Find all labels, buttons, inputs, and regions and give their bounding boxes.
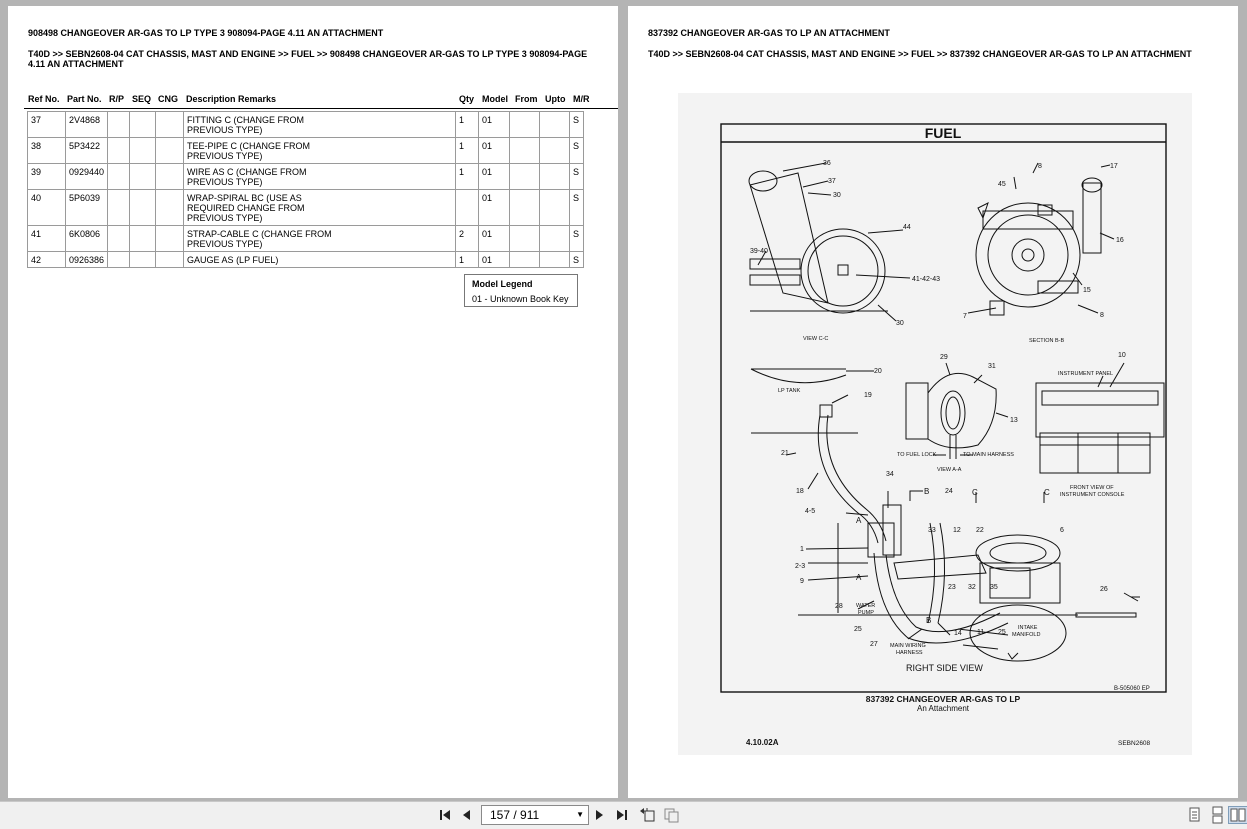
- page-indicator: 157 / 911: [490, 808, 540, 822]
- callout: A: [856, 516, 862, 525]
- callout: 8: [1100, 312, 1104, 319]
- cell-qty: 2: [456, 226, 479, 252]
- diagram-labels: [746, 125, 1151, 747]
- callout: 15: [1083, 287, 1091, 294]
- col-cng: CNG: [158, 94, 178, 104]
- callout: 33: [928, 527, 936, 534]
- water-pump-label-2: PUMP: [858, 610, 874, 616]
- triangle-left-icon: [457, 806, 477, 824]
- cell-mr: S: [570, 252, 584, 268]
- table-row[interactable]: [28, 190, 584, 226]
- table-row[interactable]: [28, 112, 584, 138]
- cell-mr: S: [570, 190, 584, 226]
- two-page-view-button[interactable]: [1228, 806, 1247, 824]
- callout: 44: [903, 224, 911, 231]
- callout: 13: [1010, 417, 1018, 424]
- callout: 17: [1110, 163, 1118, 170]
- lp-tank-label: LP TANK: [778, 388, 801, 394]
- cell-model: 01: [479, 112, 510, 138]
- callout: C: [1044, 488, 1050, 497]
- callout: 31: [988, 363, 996, 370]
- intake-label-1: INTAKE: [1018, 625, 1038, 631]
- instrument-panel-drawing: [1036, 363, 1164, 473]
- water-pump-label-1: WATER: [856, 603, 876, 609]
- triangle-right-icon: [590, 806, 610, 824]
- go-forward-button[interactable]: [662, 806, 682, 824]
- left-page-breadcrumb: [28, 49, 598, 69]
- callout: 19: [864, 392, 872, 399]
- forward-view-icon: [662, 806, 682, 824]
- cell-qty: [456, 190, 479, 226]
- col-ref-no: Ref No.: [28, 94, 60, 104]
- cell-model: 01: [479, 138, 510, 164]
- callout: 16: [1116, 237, 1124, 244]
- cell-part: 2V4868: [66, 112, 108, 138]
- cell-model: 01: [479, 190, 510, 226]
- parts-table: [27, 111, 584, 268]
- section-bb-label: SECTION B-B: [1029, 338, 1065, 344]
- callout: 25: [998, 629, 1006, 636]
- right-page: [628, 6, 1238, 798]
- callout: 35: [990, 584, 998, 591]
- caption-line-2: An Attachment: [916, 704, 970, 713]
- cell-mr: S: [570, 112, 584, 138]
- cell-desc: WRAP-SPIRAL BC (USE AS REQUIRED CHANGE FROM PREVIOUS TYPE): [184, 190, 456, 226]
- single-page-icon: [1184, 806, 1204, 824]
- continuous-view-button[interactable]: [1207, 806, 1227, 824]
- cell-ref: 41: [28, 226, 66, 252]
- callout: 23: [948, 584, 956, 591]
- callout: 6: [1060, 527, 1064, 534]
- parts-diagram-svg: [678, 93, 1192, 755]
- cell-mr: S: [570, 226, 584, 252]
- left-page: [8, 6, 618, 798]
- caption-line-1: 837392 CHANGEOVER AR-GAS TO LP: [865, 694, 1021, 704]
- col-rp: R/P: [109, 94, 125, 104]
- callout: 32: [968, 584, 976, 591]
- callout: 21: [781, 450, 789, 457]
- cell-part: 6K0806: [66, 226, 108, 252]
- cell-part: 0926386: [66, 252, 108, 268]
- callout: B: [924, 487, 930, 496]
- cell-ref: 37: [28, 112, 66, 138]
- view-cc-label: VIEW C-C: [803, 336, 829, 342]
- right-side-view-drawing: [798, 491, 1140, 661]
- cell-qty: 1: [456, 138, 479, 164]
- model-legend: [464, 274, 578, 307]
- cell-mr: S: [570, 138, 584, 164]
- callout: 12: [953, 527, 961, 534]
- skip-last-icon: [612, 806, 632, 824]
- cell-model: 01: [479, 164, 510, 190]
- cell-desc: FITTING C (CHANGE FROM PREVIOUS TYPE): [184, 112, 456, 138]
- callout: A: [856, 573, 862, 582]
- cell-ref: 40: [28, 190, 66, 226]
- header-divider: [24, 108, 618, 109]
- go-back-button[interactable]: [638, 806, 658, 824]
- callout: 41-42-43: [912, 276, 941, 283]
- right-page-title: 837392 CHANGEOVER AR-GAS TO LP AN ATTACHMENT: [648, 28, 890, 38]
- callout: 20: [874, 368, 882, 375]
- cell-part: 5P6039: [66, 190, 108, 226]
- last-page-button[interactable]: [612, 806, 632, 824]
- front-view-label-1: FRONT VIEW OF: [1070, 485, 1114, 491]
- cell-qty: 1: [456, 164, 479, 190]
- fuel-lock-label: TO FUEL LOCK: [897, 452, 937, 458]
- col-part-no: Part No.: [67, 94, 102, 104]
- cell-part: 0929440: [66, 164, 108, 190]
- callout: 26: [1100, 586, 1108, 593]
- cell-model: 01: [479, 252, 510, 268]
- wiring-label-2: HARNESS: [896, 650, 923, 656]
- callout: 4-5: [805, 508, 816, 515]
- callout: 10: [1118, 352, 1126, 359]
- callout: 22: [976, 527, 984, 534]
- continuous-page-icon: [1207, 806, 1227, 824]
- back-view-icon: [638, 806, 658, 824]
- callout: C: [972, 488, 978, 497]
- col-model: Model: [482, 94, 508, 104]
- callout: 8: [1038, 163, 1042, 170]
- view-aa-label: VIEW A-A: [937, 467, 962, 473]
- next-page-button[interactable]: [590, 806, 610, 824]
- cell-ref: 38: [28, 138, 66, 164]
- drawing-ref-code: B-505060 EP: [1114, 686, 1150, 692]
- col-seq: SEQ: [132, 94, 152, 104]
- cell-model: 01: [479, 226, 510, 252]
- main-harness-label: TO MAIN HARNESS: [963, 452, 1014, 458]
- left-page-title: 908498 CHANGEOVER AR-GAS TO LP TYPE 3 908094-PAGE 4.11 AN ATTACHMENT: [28, 28, 384, 38]
- callout: 7: [963, 313, 967, 320]
- breadcrumb-line-1: T40D >> SEBN2608-04 CAT CHASSIS, MAST AND ENGINE >> FUEL >> 908498 CHANGEOVER AR-GAS TO LP TYPE 3 908094-PAGE: [28, 49, 588, 59]
- callout: 25: [854, 626, 862, 633]
- callout: 27: [870, 641, 878, 648]
- callout: 45: [998, 181, 1006, 188]
- callout: 9: [800, 578, 804, 585]
- table-row[interactable]: [28, 164, 584, 190]
- callout: 2-3: [795, 563, 806, 570]
- view-aa-drawing: [906, 363, 1008, 459]
- callout: 11: [977, 629, 985, 636]
- cell-mr: S: [570, 164, 584, 190]
- first-page-button[interactable]: [436, 806, 456, 824]
- intake-label-2: MANIFOLD: [1012, 632, 1041, 638]
- cell-desc: GAUGE AS (LP FUEL): [184, 252, 456, 268]
- cell-part: 5P3422: [66, 138, 108, 164]
- callout: B: [926, 616, 932, 625]
- chevron-down-icon: ▼: [576, 810, 584, 819]
- callout: 30: [896, 320, 904, 327]
- wiring-label-1: MAIN WIRING: [890, 643, 926, 649]
- model-legend-item: 01 - Unknown Book Key: [472, 294, 569, 304]
- callout: 34: [886, 471, 894, 478]
- cell-qty: 1: [456, 112, 479, 138]
- cell-desc: WIRE AS C (CHANGE FROM PREVIOUS TYPE): [184, 164, 456, 190]
- right-side-view-label: RIGHT SIDE VIEW: [906, 663, 983, 673]
- callout: 30: [833, 192, 841, 199]
- diagram-page-no: 4.10.02A: [746, 738, 779, 747]
- col-mr: M/R: [573, 94, 590, 104]
- model-legend-title: Model Legend: [472, 279, 533, 289]
- cell-desc: STRAP-CABLE C (CHANGE FROM PREVIOUS TYPE): [184, 226, 456, 252]
- table-row[interactable]: [28, 226, 584, 252]
- col-qty: Qty: [459, 94, 475, 104]
- table-row[interactable]: [28, 138, 584, 164]
- cell-desc: TEE-PIPE C (CHANGE FROM PREVIOUS TYPE): [184, 138, 456, 164]
- cell-ref: 42: [28, 252, 66, 268]
- section-bb-drawing: [968, 163, 1114, 315]
- callout: 37: [828, 178, 836, 185]
- diagram-frame: [721, 124, 1166, 692]
- instrument-panel-label: INSTRUMENT PANEL: [1058, 371, 1114, 377]
- col-upto: Upto: [545, 94, 566, 104]
- view-cc-drawing: [749, 163, 910, 321]
- breadcrumb-line-2: 4.11 AN ATTACHMENT: [28, 59, 124, 69]
- viewer-toolbar: [0, 801, 1247, 829]
- parts-diagram: [678, 93, 1192, 755]
- cell-qty: 1: [456, 252, 479, 268]
- diagram-book-no: SEBN2608: [1118, 740, 1151, 747]
- diagram-heading: FUEL: [924, 125, 962, 141]
- callout: 14: [954, 630, 962, 637]
- callout: 1: [800, 546, 804, 553]
- single-page-view-button[interactable]: [1184, 806, 1204, 824]
- two-page-icon: [1229, 807, 1247, 823]
- previous-page-button[interactable]: [457, 806, 477, 824]
- right-page-breadcrumb: T40D >> SEBN2608-04 CAT CHASSIS, MAST AND ENGINE >> FUEL >> 837392 CHANGEOVER AR-GAS TO LP AN ATTACHMENT: [648, 49, 1192, 59]
- table-row[interactable]: [28, 252, 584, 268]
- callout: 39-40: [750, 248, 768, 255]
- skip-first-icon: [436, 806, 456, 824]
- callout: 29: [940, 354, 948, 361]
- cell-ref: 39: [28, 164, 66, 190]
- callout: 24: [945, 488, 953, 495]
- col-from: From: [515, 94, 538, 104]
- callout: 36: [823, 160, 831, 167]
- callout: 28: [835, 603, 843, 610]
- callout: 18: [796, 488, 804, 495]
- page-number-select[interactable]: [481, 805, 589, 825]
- front-view-label-2: INSTRUMENT CONSOLE: [1060, 492, 1125, 498]
- col-description: Description Remarks: [186, 94, 277, 104]
